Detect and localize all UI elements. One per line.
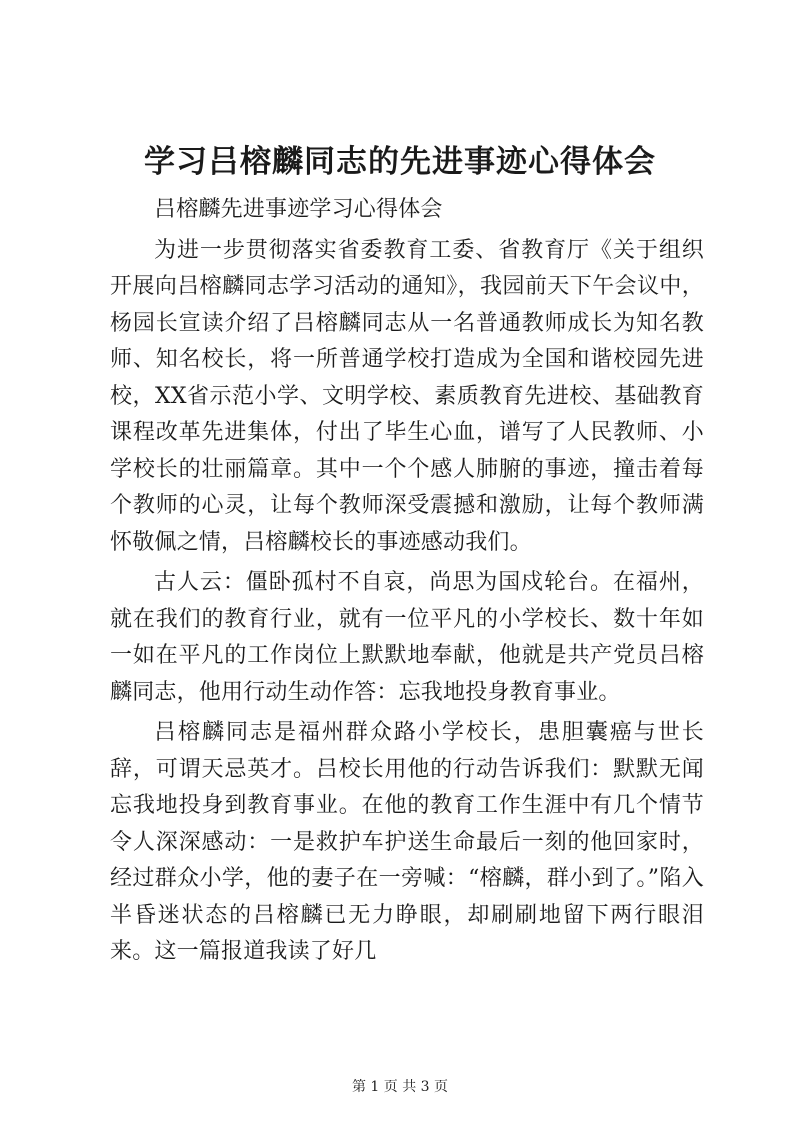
document-title: 学习吕榕麟同志的先进事迹心得体会	[144, 144, 656, 180]
paragraph-2: 古人云：僵卧孤村不自哀，尚思为国戍轮台。在福州，就在我们的教育行业，就有一位平凡的小学校长、数十年如一如在平凡的工作岗位上默默地奉献，他就是共产党员吕榕麟同志，他用行动生动作答：忘我地投身教育事业。	[110, 570, 704, 705]
paragraph-1: 为进一步贯彻落实省委教育工委、省教育厅《关于组织开展向吕榕麟同志学习活动的通知》，我园前天下午会议中，杨园长宣读介绍了吕榕麟同志从一名普通教师成长为知名教师、知名校长，将一所普通学校打造成为全国和谐校园先进校，XX省示范小学、文明学校、素质教育先进校、基础教育课程改革先进集体，付出了毕生心血，谱写了人民教师、小学校长的壮丽篇章。其中一个个感人肺腑的事迹，撞击着每个教师的心灵，让每个教师深受震撼和激励，让每个教师满怀敬佩之情，吕榕麟校长的事迹感动我们。	[110, 237, 704, 555]
paragraph-subtitle: 吕榕麟先进事迹学习心得体会	[154, 197, 443, 222]
paragraph-3: 吕榕麟同志是福州群众路小学校长，患胆囊癌与世长辞，可谓天忌英才。吕校长用他的行动告诉我们：默默无闻忘我地投身到教育事业。在他的教育工作生涯中有几个情节令人深深感动：一是救护车护送生命最后一刻的他回家时，经过群众小学，他的妻子在一旁喊：“榕麟，群小到了。”陷入半昏迷状态的吕榕麟已无力睁眼，却刷刷地留下两行眼泪来。这一篇报道我读了好几	[110, 720, 704, 964]
document-body	[110, 192, 704, 975]
page-footer: 第 1 页 共 3 页	[351, 1079, 449, 1095]
